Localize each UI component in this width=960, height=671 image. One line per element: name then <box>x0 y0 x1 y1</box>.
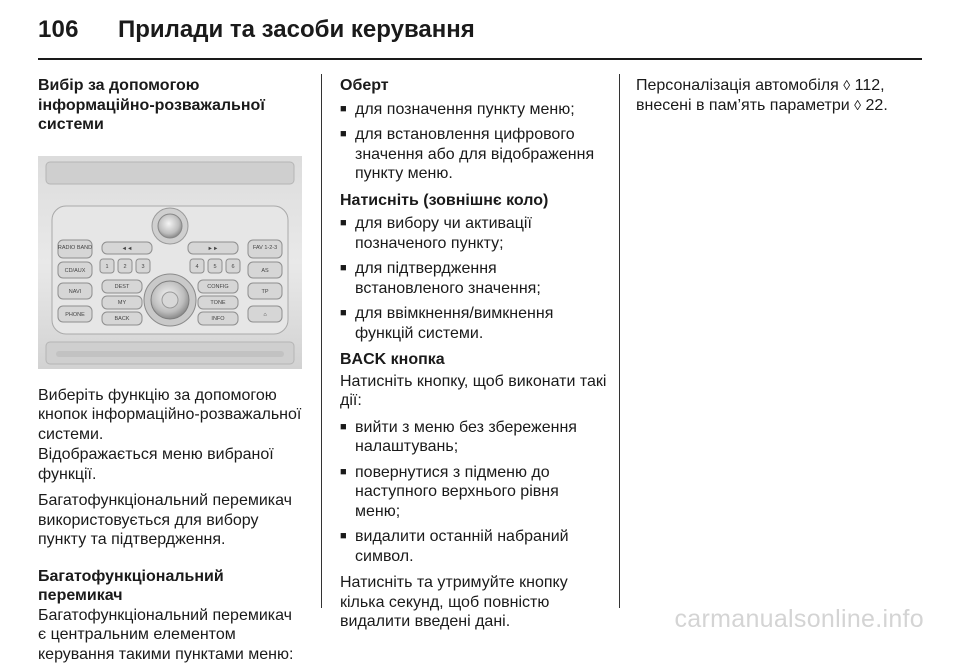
column-divider <box>619 74 620 608</box>
paragraph-multifunction-central: Багатофункціональний перемикач є центральним елементом керування такими пунктами меню: <box>38 606 294 663</box>
paragraph-back-intro: Натисніть кнопку, щоб виконати такі дії: <box>340 372 607 409</box>
page-number: 106 <box>38 16 79 43</box>
bullet-icon: ■ <box>340 128 347 140</box>
chapter-title: Прилади та засоби керування <box>118 16 475 43</box>
cross-reference-personalisation: Персоналізація автомобіля ◊ 112, <box>636 77 885 94</box>
section-heading-turn: Оберт <box>340 77 389 94</box>
paragraph-select-function: Виберіть функцію за допомогою кнопок інформаційно-розважальної системи. <box>38 386 302 443</box>
panel-label-preset-3: 3 <box>141 263 145 270</box>
bullet-icon: ■ <box>340 530 347 542</box>
panel-label-radio: RADIO BAND <box>57 244 93 251</box>
bullet-icon: ■ <box>340 217 347 229</box>
page-header <box>38 14 922 60</box>
bullet-icon: ■ <box>340 465 347 478</box>
panel-label-seek-left: ◄◄ <box>121 245 133 252</box>
page-reference-link[interactable]: 22. <box>865 96 888 114</box>
panel-label-tp: TP <box>261 288 269 295</box>
list-item: ■ повернутися з підменю до наступного верхнього рівня меню; <box>340 463 559 520</box>
column-2 <box>340 76 608 639</box>
panel-label-phone: PHONE <box>65 311 85 318</box>
list-item: ■ для встановлення цифрового значення або для відображення пункту меню. <box>340 126 595 182</box>
panel-label-preset-2: 2 <box>123 263 127 270</box>
infotainment-panel-figure <box>38 156 302 369</box>
bullet-icon: ■ <box>340 307 347 319</box>
panel-label-preset-6: 6 <box>231 263 235 270</box>
paragraph-back-hold: Натисніть та утримуйте кнопку кілька секунд, щоб повністю видалити введені дані. <box>340 574 568 630</box>
section-heading-back: BACK кнопка <box>340 351 445 368</box>
panel-label-info: INFO <box>211 315 225 322</box>
column-3 <box>636 76 926 115</box>
panel-label-back: BACK <box>114 315 130 322</box>
list-item: ■ для позначення пункту меню; <box>340 100 575 118</box>
panel-label-tone: TONE <box>210 299 226 306</box>
page-reference-icon: ◊ <box>843 77 851 93</box>
list-item: ■ видалити останній набраний символ. <box>340 528 569 565</box>
panel-label-dest: DEST <box>114 283 130 290</box>
panel-label-cdaux: CD/AUX <box>64 267 86 274</box>
page-reference-icon: ◊ <box>854 96 862 113</box>
cross-reference-stored-settings: внесені в пам’ять параметри ◊ 22. <box>636 96 888 114</box>
list-item: ■ вийти з меню без збереження налаштувань; <box>340 418 577 455</box>
section-heading-press: Натисніть (зовнішнє коло) <box>340 191 549 209</box>
panel-label-seek-right: ►► <box>207 245 219 252</box>
section-heading-multifunction: Багатофункціональний перемикач <box>38 567 224 604</box>
panel-label-preset-1: 1 <box>105 263 109 270</box>
section-heading-selection: Вибір за допомогою інформаційно-розважальної системи <box>38 77 265 133</box>
bullet-icon: ■ <box>340 420 347 433</box>
panel-label-fav: FAV 1-2-3 <box>252 244 278 251</box>
watermark: carmanualsonline.info <box>674 605 924 633</box>
page-reference-link[interactable]: 112, <box>854 77 885 94</box>
list-item: ■ для вибору чи активації позначеного пункту; <box>340 215 532 252</box>
panel-label-preset-4: 4 <box>195 263 199 270</box>
panel-label-navi: NAVI <box>68 288 82 295</box>
panel-label-home: ⌂ <box>263 311 267 318</box>
column-divider <box>321 74 322 608</box>
infotainment-panel-illustration <box>38 156 302 369</box>
bullet-icon: ■ <box>340 102 347 115</box>
paragraph-multifunction-use: Багатофункціональний перемикач використовується для вибору пункту та підтвердження. <box>38 492 293 548</box>
column-1 <box>38 76 304 671</box>
press-list <box>340 214 608 343</box>
back-list <box>340 418 608 567</box>
panel-label-my: MY <box>117 299 127 306</box>
bullet-icon: ■ <box>340 262 347 274</box>
paragraph-menu-displayed: Відображається меню вибраної функції. <box>38 446 274 483</box>
header-rule <box>38 58 922 60</box>
panel-label-preset-5: 5 <box>213 263 217 270</box>
panel-label-config: CONFIG <box>207 283 229 290</box>
turn-list <box>340 100 608 184</box>
list-item: ■ для підтвердження встановленого значення; <box>340 260 541 297</box>
panel-label-as: AS <box>261 267 269 274</box>
list-item: ■ для ввімкнення/вимкнення функцій системи. <box>340 305 554 342</box>
